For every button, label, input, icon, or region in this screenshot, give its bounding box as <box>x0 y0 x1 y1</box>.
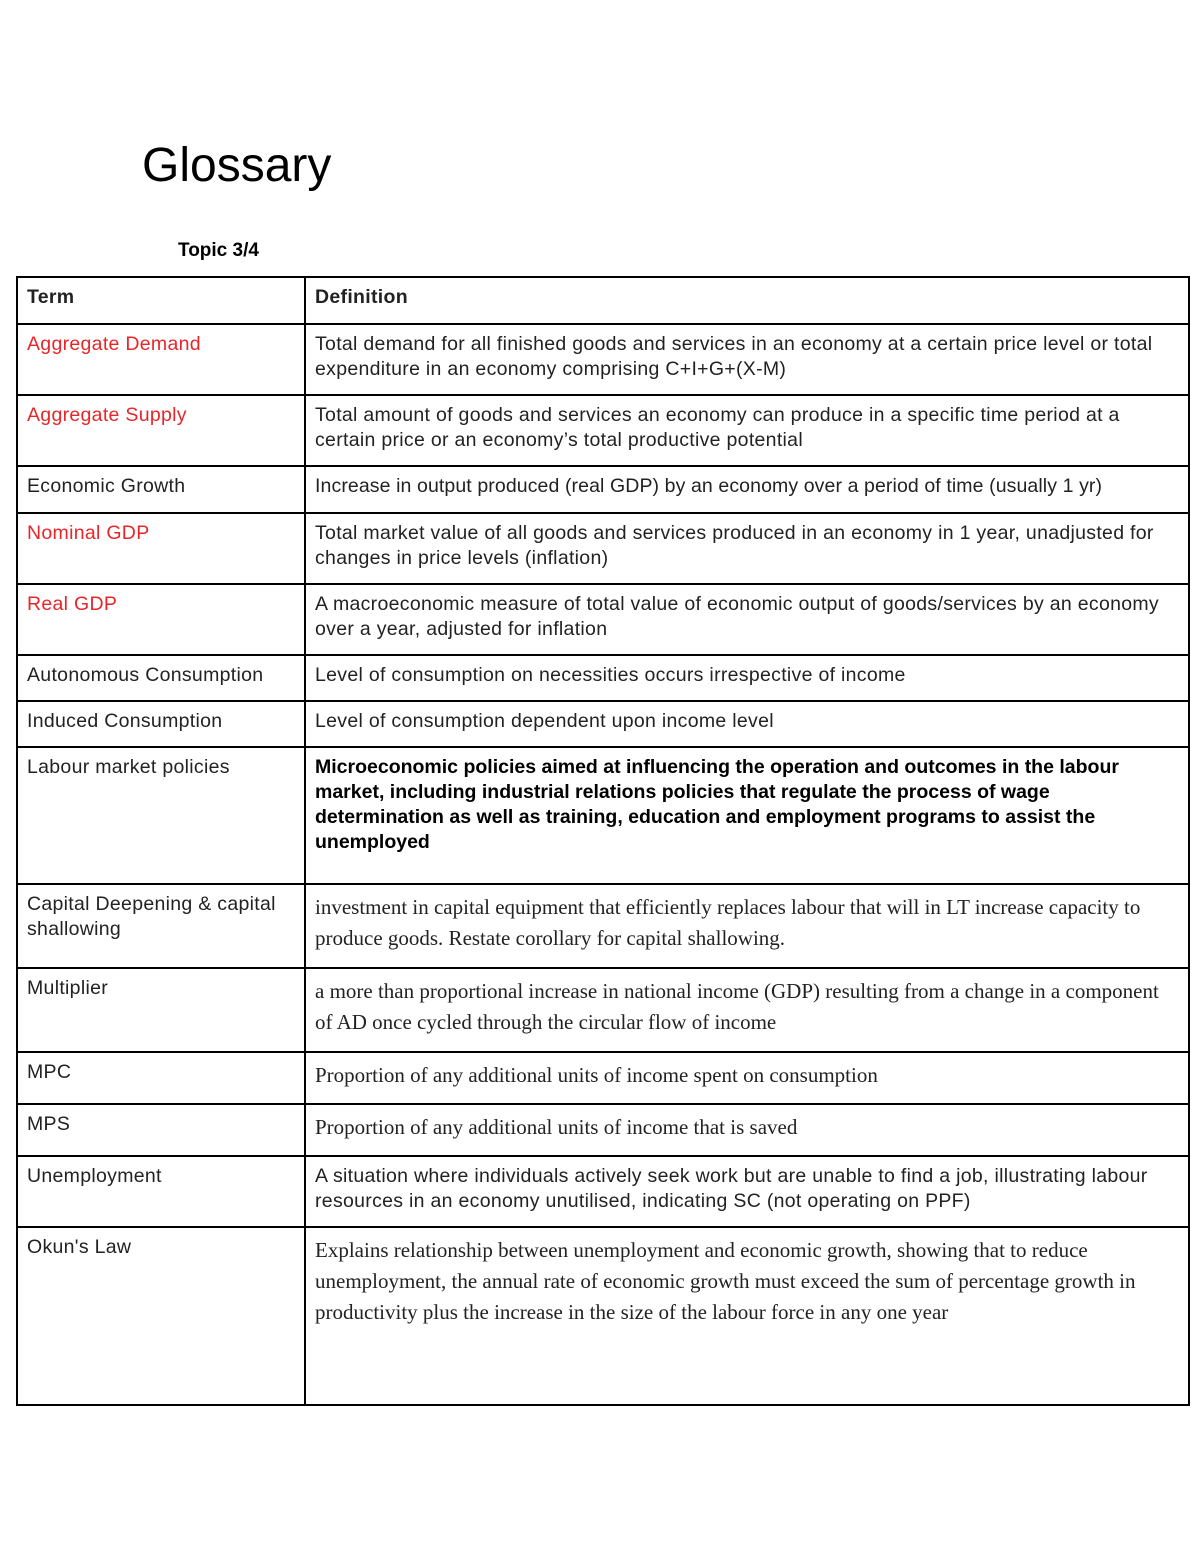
header-term: Term <box>17 277 305 324</box>
definition-cell: Proportion of any additional units of income that is saved <box>305 1104 1189 1156</box>
definition-cell: A situation where individuals actively seek work but are unable to find a job, illustrating labour resources in an economy unutilised, indicating SC (not operating on PPF) <box>305 1156 1189 1227</box>
table-header-row <box>17 277 1189 324</box>
glossary-table <box>16 276 1190 1406</box>
definition-cell: Total market value of all goods and services produced in an economy in 1 year, unadjusted for changes in price levels (inflation) <box>305 513 1189 584</box>
definition-cell: A macroeconomic measure of total value of economic output of goods/services by an economy over a year, adjusted for inflation <box>305 584 1189 655</box>
page-title: Glossary <box>142 139 332 192</box>
table-row <box>17 1156 1189 1227</box>
term-cell: Aggregate Demand <box>17 324 305 395</box>
table-row <box>17 324 1189 395</box>
term-cell: MPC <box>17 1052 305 1104</box>
definition-cell: Increase in output produced (real GDP) by an economy over a period of time (usually 1 yr) <box>305 466 1189 513</box>
term-cell: Real GDP <box>17 584 305 655</box>
table-row <box>17 513 1189 584</box>
term-cell: Economic Growth <box>17 466 305 513</box>
term-cell: Capital Deepening & capital shallowing <box>17 884 305 968</box>
definition-cell: a more than proportional increase in national income (GDP) resulting from a change in a component of AD once cycled through the circular flow of income <box>305 968 1189 1052</box>
definition-cell: Total amount of goods and services an economy can produce in a specific time period at a certain price or an economy’s total productive potential <box>305 395 1189 466</box>
table-row <box>17 968 1189 1052</box>
table-row <box>17 655 1189 701</box>
term-cell: Autonomous Consumption <box>17 655 305 701</box>
definition-cell: Level of consumption on necessities occurs irrespective of income <box>305 655 1189 701</box>
table-row <box>17 1227 1189 1405</box>
table-row <box>17 747 1189 884</box>
definition-cell: Level of consumption dependent upon income level <box>305 701 1189 747</box>
term-cell: Unemployment <box>17 1156 305 1227</box>
table-row <box>17 584 1189 655</box>
definition-cell: Total demand for all finished goods and services in an economy at a certain price level or total expenditure in an economy comprising C+I+G+(X-M) <box>305 324 1189 395</box>
header-definition: Definition <box>305 277 1189 324</box>
term-cell: Labour market policies <box>17 747 305 884</box>
table-row <box>17 884 1189 968</box>
definition-cell: investment in capital equipment that efficiently replaces labour that will in LT increase capacity to produce goods. Restate corollary for capital shallowing. <box>305 884 1189 968</box>
term-cell: Aggregate Supply <box>17 395 305 466</box>
table-row <box>17 395 1189 466</box>
term-cell: MPS <box>17 1104 305 1156</box>
table-row <box>17 1104 1189 1156</box>
definition-cell: Proportion of any additional units of income spent on consumption <box>305 1052 1189 1104</box>
term-cell: Induced Consumption <box>17 701 305 747</box>
topic-subtitle: Topic 3/4 <box>178 240 259 261</box>
table-row <box>17 1052 1189 1104</box>
table-row <box>17 701 1189 747</box>
definition-cell: Explains relationship between unemployment and economic growth, showing that to reduce unemployment, the annual rate of economic growth must exceed the sum of percentage growth in productivity plus the increase in the size of the labour force in any one year <box>305 1227 1189 1405</box>
definition-cell: Microeconomic policies aimed at influencing the operation and outcomes in the labour market, including industrial relations policies that regulate the process of wage determination as well as training, education and employment programs to assist the unemployed <box>305 747 1189 884</box>
table-row <box>17 466 1189 513</box>
term-cell: Multiplier <box>17 968 305 1052</box>
term-cell: Okun's Law <box>17 1227 305 1405</box>
term-cell: Nominal GDP <box>17 513 305 584</box>
